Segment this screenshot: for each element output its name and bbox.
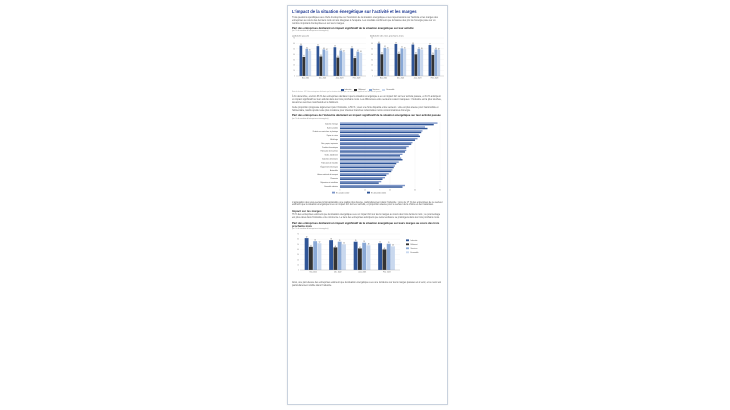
category-label: Métallurgie (330, 139, 338, 141)
data-label: 57 (429, 44, 431, 46)
bar (358, 248, 362, 270)
data-label: 33 (354, 57, 356, 59)
data-label: 47 (340, 50, 342, 52)
y-tick-label: 10 (293, 71, 295, 73)
x-tick-label: Févr. 2023 (352, 79, 361, 81)
bar (415, 55, 418, 77)
category-label: Autres matériels de transport (317, 174, 338, 176)
data-label: 45 (357, 51, 359, 53)
category-label: Industrie chimique (325, 123, 338, 125)
intro-paragraph: Trois questions spécifiques aux chefs d'entreprise sur l'évolution de la situation énergétique et ses répercussions sur l'activité et les marges des entreprises au cours des derniers mois ont été intégrées à l'enquête. Les résultats confirment que la hausse des prix de l'énergie pèse sur un nombre important d'entreprises et sur leurs marges. (292, 17, 438, 25)
category-label: Automobile (330, 170, 338, 172)
y-tick-label: 20 (371, 66, 373, 68)
bar (401, 49, 404, 77)
y-tick-label: 60 (371, 44, 373, 46)
data-label: 58 (330, 239, 332, 241)
data-label: 41 (398, 53, 400, 55)
paragraph-1: À fin décembre, environ 36 % des entreprises déclarent que la situation énergétique a eu un impact fort sur leur activité passée, et 31 % anticipent un impact significatif sur leur activité dans les trois prochains mois. Les différences entre secteurs restent marquées : l'industrie est la plus touchée, devant les services marchands et le bâtiment. (292, 96, 442, 105)
bar (323, 50, 326, 77)
legend-swatch (406, 243, 409, 245)
data-label: 40 (383, 248, 386, 250)
x-tick-label: Déc. 2022 (334, 272, 342, 274)
category-label: Réparation et installation (320, 182, 338, 184)
bar (340, 155, 400, 156)
bar (351, 49, 354, 77)
x-tick-label: Nov. 2022 (379, 79, 388, 81)
category-label: Produits informatiques (322, 147, 338, 149)
category-label: Bois, papier, imprimerie (321, 143, 338, 145)
data-label: 48 (438, 49, 440, 51)
y-tick-label: 0 (298, 270, 299, 272)
legend-label: Ensemble (386, 89, 395, 92)
category-label: Produits en caoutchouc et plastique (312, 131, 338, 133)
legend-label: En décembre 2022 (371, 191, 387, 194)
data-label: 56 (300, 45, 302, 47)
bar (340, 127, 428, 128)
bar (362, 243, 366, 270)
bar (367, 245, 371, 270)
legend-swatch (332, 191, 335, 193)
legend-label: Services (410, 247, 418, 250)
legend-label: Services (372, 89, 380, 92)
x-tick-label: 60 (414, 190, 416, 192)
data-label: 51 (387, 243, 390, 245)
bar (340, 131, 421, 132)
bar (334, 48, 337, 77)
data-label: 39 (432, 54, 434, 56)
bar (354, 59, 357, 77)
data-label: 53 (334, 47, 336, 49)
chart3-title: Part des entreprises déclarant un impact significatif de la situation énergétique sur leurs marges au cours des trois prochains mois (292, 221, 440, 228)
bar (403, 49, 406, 76)
bar (340, 130, 423, 131)
x-tick-label: Janv. 2023 (413, 79, 422, 81)
panel-label: b) Activité des trois prochains mois (370, 35, 404, 38)
data-label: 51 (401, 48, 403, 50)
bar (340, 139, 415, 140)
chart1-activity (292, 33, 445, 83)
bar (338, 242, 342, 270)
legend-swatch (382, 89, 385, 91)
data-label: 44 (334, 246, 337, 248)
chart1-note: Note de lecture : 43 % des entreprises déclarent que la situation énergétique a eu un impact significatif sur leur activité passée. (292, 92, 382, 94)
bar (340, 180, 381, 181)
bar (340, 141, 413, 142)
legend-swatch (406, 239, 409, 241)
chart1-title: Part des entreprises déclarant un impact significatif de la situation énergétique sur leur activité (292, 27, 414, 31)
y-tick-label: 60 (293, 44, 295, 46)
y-tick-label: 20 (293, 66, 295, 68)
bar (435, 50, 438, 77)
data-label: 49 (421, 49, 423, 51)
bar (320, 57, 323, 77)
bar (340, 145, 409, 146)
data-label: 42 (359, 247, 361, 249)
category-label: Textile, habillement (324, 155, 338, 157)
y-tick-label: 70 (297, 234, 299, 236)
y-tick-label: 20 (297, 260, 299, 262)
bar (340, 51, 343, 77)
y-tick-label: 40 (297, 249, 299, 251)
bar (340, 138, 418, 139)
chart2-industry (292, 121, 445, 197)
category-label: Fabrication de machines (320, 151, 338, 153)
x-tick-label: Févr. 2023 (382, 272, 391, 274)
category-label: Pharmacie (330, 178, 338, 180)
paragraph-5: Ainsi, une part élevée des entreprises estiment que la situation énergétique a eu une incidence sur leurs marges passées et à venir, et ce recul est particulièrement visible dans l'industrie. (292, 281, 442, 287)
bar (412, 45, 415, 76)
data-label: 44 (343, 51, 345, 53)
bar (381, 55, 384, 77)
data-label: 55 (317, 46, 319, 48)
bar (398, 54, 401, 76)
panel-label: a) Activité passée (292, 35, 310, 38)
data-label: 49 (435, 49, 437, 51)
y-tick-label: 70 (371, 39, 373, 41)
bar (395, 44, 398, 76)
data-label: 52 (384, 47, 386, 49)
y-tick-label: 70 (293, 39, 295, 41)
data-label: 51 (351, 48, 353, 50)
data-label: 40 (381, 54, 383, 56)
bar (313, 241, 317, 270)
data-label: 45 (310, 246, 312, 248)
bar (378, 243, 382, 270)
bar (340, 122, 438, 123)
bar (318, 243, 322, 270)
bar (357, 52, 360, 76)
y-tick-label: 50 (293, 49, 295, 51)
y-tick-label: 40 (371, 55, 373, 57)
data-label: 59 (395, 43, 397, 45)
legend-label: Ensemble (410, 251, 419, 254)
bar (333, 247, 337, 270)
bar (340, 182, 379, 183)
category-label: Ensemble industrie (324, 186, 338, 188)
document-page (287, 5, 448, 405)
data-label: 34 (337, 57, 339, 59)
bar (340, 186, 403, 187)
x-tick-label: Nov. 2022 (309, 272, 317, 274)
bar (429, 46, 432, 77)
bar (340, 161, 399, 162)
y-tick-label: 50 (297, 244, 299, 246)
bar (340, 177, 385, 178)
bar (340, 184, 405, 185)
data-label: 47 (326, 50, 328, 52)
data-label: 46 (309, 50, 311, 52)
data-label: 56 (314, 240, 316, 242)
x-tick-label: 0 (339, 190, 341, 192)
legend-label: Industrie (410, 239, 418, 242)
section-heading-margins: Impact sur les marges (292, 209, 322, 214)
bar (418, 49, 421, 76)
legend-label: Bâtiment (358, 89, 366, 92)
bar (317, 47, 320, 77)
chart1-subtitle: (en % du nombre d'entreprises interrogées) (292, 30, 329, 33)
bar (305, 238, 309, 270)
data-label: 36 (320, 56, 322, 58)
bar (340, 135, 420, 136)
bar (340, 149, 406, 150)
x-tick-label: 20 (364, 190, 366, 192)
bar (340, 163, 396, 164)
data-label: 40 (415, 54, 417, 56)
y-tick-label: 10 (297, 265, 299, 267)
bar (340, 159, 403, 160)
bar (340, 166, 394, 167)
legend-label: Bâtiment (410, 243, 418, 246)
data-label: 50 (418, 48, 420, 50)
chart2-title: Part des entreprises de l'industrie déclarant un impact significatif de la situation énergétique sur leur activité passée (292, 114, 441, 118)
data-label: 50 (404, 48, 406, 50)
category-label: Équipements électriques (320, 166, 338, 168)
x-tick-label: Déc. 2022 (318, 79, 327, 81)
y-tick-label: 30 (293, 60, 295, 62)
bar (309, 247, 313, 270)
bar (420, 50, 423, 77)
bar (340, 165, 395, 166)
y-tick-label: 60 (297, 239, 299, 241)
category-label: Autres produits (327, 127, 338, 129)
data-label: 53 (363, 242, 365, 244)
bar (340, 169, 393, 170)
x-tick-label: Févr. 2023 (430, 79, 439, 81)
bar (340, 170, 391, 171)
y-tick-label: 0 (294, 77, 295, 79)
category-label: Papier et carton (326, 135, 338, 137)
category-label: Fabrication de meubles (321, 162, 338, 164)
bar (325, 51, 328, 77)
page-title: L'impact de la situation énergétique sur l'activité et les marges (292, 9, 417, 14)
legend-swatch (406, 247, 409, 249)
bar (329, 240, 333, 270)
bar (391, 246, 395, 270)
bar (384, 48, 387, 76)
legend-swatch (406, 251, 409, 253)
x-tick-label: 80 (439, 190, 441, 192)
bar (437, 50, 440, 76)
x-tick-label: 40 (389, 190, 391, 192)
bar (386, 49, 389, 76)
data-label: 50 (387, 48, 389, 50)
bar (340, 178, 383, 179)
y-tick-label: 30 (371, 60, 373, 62)
y-tick-label: 0 (372, 77, 373, 79)
bar (340, 126, 425, 127)
data-label: 50 (343, 243, 345, 245)
bar (340, 147, 406, 148)
bar (340, 157, 401, 158)
bar (340, 124, 434, 125)
data-label: 46 (392, 245, 394, 247)
y-tick-label: 30 (297, 255, 299, 257)
bar (378, 44, 381, 77)
chart2-subtitle: (en % du nombre d'entreprises interrogées) (292, 117, 329, 120)
legend-label: En octobre 2022 (336, 191, 350, 194)
legend-label: Industrie (344, 89, 352, 92)
x-tick-label: Janv. 2023 (358, 272, 367, 274)
data-label: 52 (318, 242, 321, 244)
bar (306, 49, 309, 76)
y-tick-label: 10 (371, 71, 373, 73)
legend-swatch (367, 191, 370, 193)
bar (387, 244, 391, 270)
bar (340, 173, 389, 174)
data-label: 50 (306, 48, 308, 50)
bar (340, 151, 405, 152)
data-label: 55 (354, 241, 357, 243)
y-tick-label: 40 (293, 55, 295, 57)
x-tick-label: Nov. 2022 (301, 79, 310, 81)
paragraph-3: L'agrégation des sous-secteurs fait apparaître une réalité plus diverse, particulièrement dans l'industrie : près de 17 % des entreprises de ce secteur estiment que la situation énergétique a eu un impact fort sur leur activité, et proportion élevée pour le secteur de la chimie et des matériaux. (292, 201, 443, 207)
data-label: 43 (360, 52, 362, 54)
paragraph-4: 76 % des entreprises estiment que la situation énergétique a eu un impact fort sur leurs marges au cours des trois derniers mois ; ce pourcentage est plus élevé dans l'industrie et le commerce. Le tiers des entreprises anticipent que cette tendance se prolongera dans les trois prochains mois. (292, 214, 441, 219)
data-label: 35 (303, 56, 305, 58)
bar (342, 244, 346, 270)
bar (382, 249, 386, 270)
data-label: 62 (305, 237, 308, 239)
bar (354, 242, 358, 270)
bar (337, 58, 340, 76)
chart3-margins (292, 231, 445, 277)
bar (432, 55, 435, 76)
data-label: 60 (378, 43, 380, 45)
data-label: 48 (367, 244, 370, 246)
bar (300, 46, 303, 76)
bar (340, 134, 419, 135)
data-label: 55 (338, 241, 341, 243)
data-label: 49 (323, 49, 325, 51)
legend-item (382, 89, 394, 91)
x-tick-label: Déc. 2022 (396, 79, 405, 81)
y-tick-label: 50 (371, 49, 373, 51)
bar (342, 53, 345, 77)
bar (303, 57, 306, 76)
bar (340, 143, 411, 144)
paragraph-2: Cette proportion progresse légèrement pour l'industrie, à 56 % ; avec une forte disparité entre secteurs : elle est plus élevée pour l'automobile et l'alimentaire, tandis qu'elle reste plus modérée pour d'autres branches industrielles moins consommatrices d'énergie. (292, 106, 439, 112)
bar (340, 153, 403, 154)
category-label: Industries alimentaires (322, 159, 338, 161)
chart3-subtitle: (en % du nombre d'entreprises interrogées) (292, 227, 329, 230)
bar (359, 53, 362, 76)
x-tick-label: Janv. 2023 (335, 79, 344, 81)
bar (308, 52, 311, 77)
data-label: 52 (379, 242, 381, 244)
data-label: 58 (412, 44, 414, 46)
bar (340, 174, 386, 175)
